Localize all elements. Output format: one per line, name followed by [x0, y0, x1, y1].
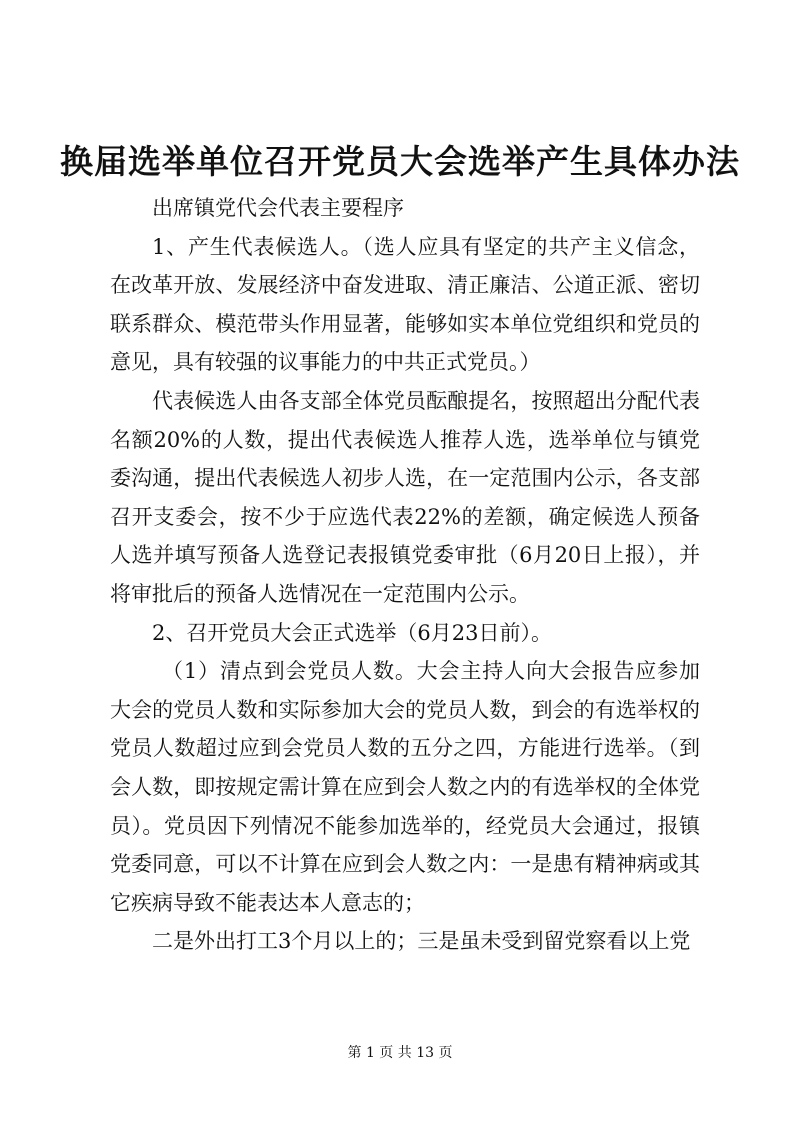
page-number: 第 1 页 共 13 页: [347, 1045, 453, 1061]
paragraph-step-1: 1、产生代表候选人。（选人应具有坚定的共产主义信念，在改革开放、发展经济中奋发进取、清正廉洁、公道正派、密切联系群众、模范带头作用显著，能够如实本单位党组织和党员的意见，具有较强的议事能力的中共正式党员。）: [110, 234, 700, 375]
paragraph-attendance-count: （1）清点到会党员人数。大会主持人向大会报告应参加大会的党员人数和实际参加大会的党员人数，到会的有选举权的党员人数超过应到会党员人数的五分之四，方能进行选举。（到会人数，即按规定需计算在应到会人数之内的有选举权的全体党员）。党员因下列情况不能参加选举的，经党员大会通过，报镇党委同意，可以不计算在应到会人数之内：一是患有精神病或其它疾病导致不能表达本人意志的；: [110, 659, 700, 915]
paragraph-candidate-nomination: 代表候选人由各支部全体党员酝酿提名，按照超出分配代表名额20%的人数，提出代表候选人推荐人选，选举单位与镇党委沟通，提出代表候选人初步人选，在一定范围内公示，各支部召开支委会，按不少于应选代表22%的差额，确定候选人预备人选并填写预备人选登记表报镇党委审批（6月20日上报），并将审批后的预备人选情况在一定范围内公示。: [110, 388, 700, 606]
paragraph-step-2: 2、召开党员大会正式选举（6月23日前）。: [152, 620, 552, 645]
paragraph-exceptions: 二是外出打工3个月以上的；三是虽未受到留党察看以上党: [152, 929, 691, 954]
document-title: 换届选举单位召开党员大会选举产生具体办法: [60, 142, 740, 181]
document-body: [110, 189, 700, 961]
paragraph-subtitle: 出席镇党代会代表主要程序: [152, 196, 404, 220]
